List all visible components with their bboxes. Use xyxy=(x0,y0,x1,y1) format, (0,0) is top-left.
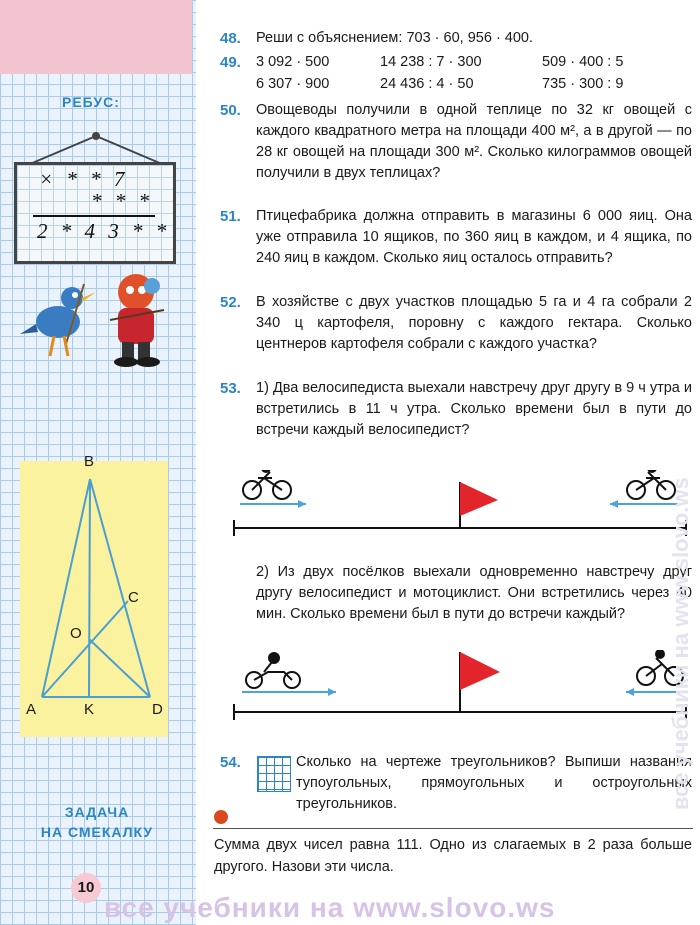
task-text: 2) Из двух посёлков выехали одновременно навстречу друг другу велосипедист и мотоциклист. Они встретились через 40 мин. Сколько времени был в пути до встречи каждый? xyxy=(256,564,692,622)
puzzle-heading-line2: НА СМЕКАЛКУ xyxy=(40,824,154,840)
flag-icon xyxy=(460,652,500,690)
rebus-line-2: * * * xyxy=(91,189,153,213)
cyclists-diagram xyxy=(228,470,690,548)
task-52 xyxy=(222,292,692,382)
task-number: 50. xyxy=(220,102,241,119)
rebus-line-1: × * * 7 xyxy=(39,167,129,191)
task-text: 1) Два велосипедиста выехали навстречу друг другу в 9 ч утра и встретились в 11 ч утра. Сколько времени был в пути до встречи каждый велосипедист? xyxy=(256,380,692,438)
puzzle-heading xyxy=(22,802,172,842)
expr-cell: 24 436 : 4 · 50 xyxy=(380,76,474,92)
task-number: 51. xyxy=(220,208,241,225)
task-54 xyxy=(222,752,692,822)
task-53-part1 xyxy=(222,378,692,468)
task-text: В хозяйстве с двух участков площадью 5 га и 4 га собрали 2 340 ц картофеля, поровну с каждого гектара. Сколько центнеров картофеля собрали с каждого участка? xyxy=(256,294,692,352)
task-number: 54. xyxy=(220,754,241,771)
triangle-drawing xyxy=(20,461,168,737)
expr-cell: 509 · 400 : 5 xyxy=(542,54,624,70)
rebus-title: РЕБУС: xyxy=(62,94,120,110)
task-text: Птицефабрика должна отправить в магазины 6 000 яиц. Она уже отправила 10 ящиков, по 360 яиц в каждом, и 4 ящика, по 240 яиц в каждом. Сколько яиц осталось отправить? xyxy=(256,208,692,266)
triangle-drawing-panel xyxy=(20,453,168,737)
vertex-label-b: B xyxy=(84,453,95,470)
task-50 xyxy=(222,100,692,210)
puzzle-heading-line1: ЗАДАЧА xyxy=(64,804,130,820)
divider xyxy=(213,828,693,829)
task-51 xyxy=(222,206,692,296)
flag-icon xyxy=(460,482,498,516)
expr-row-2 xyxy=(256,74,623,95)
rebus-line-3: 2 * 4 3 * * xyxy=(37,219,171,243)
rebus-underline xyxy=(33,215,155,217)
task-text: Овощеводы получили в одной теплице по 32 кг овощей с каждого квадратного метра на площади 400 м², а в другой — по 28 кг овощей на площади 300 м². Сколько килограммов овощей получили в двух теплицах? xyxy=(256,102,692,181)
task-text: Реши с объяснением: 703 · 60, 956 · 400. xyxy=(256,30,534,46)
task-number: 48. xyxy=(220,30,241,47)
task-text: Сколько на чертеже треугольников? Выпиши названия тупоугольных, прямоугольных и остроугольных треугольников. xyxy=(296,754,692,812)
page-number: 10 xyxy=(71,873,101,903)
watermark-bottom: все учебники на www.slovo.ws xyxy=(104,892,556,923)
bicycle-icon-left xyxy=(243,470,291,499)
task-49 xyxy=(222,52,692,96)
vertex-label-o: O xyxy=(70,625,82,642)
header-band xyxy=(0,0,192,74)
expr-cell: 6 307 · 900 xyxy=(256,76,330,92)
watermark-side xyxy=(668,30,698,810)
svg-text:все учебники на www.slovo.ws: все учебники на www.slovo.ws xyxy=(668,477,693,810)
vertex-label-k: K xyxy=(84,701,95,718)
task-number: 52. xyxy=(220,294,241,311)
puzzle-marker-icon xyxy=(214,810,228,824)
puzzle-text: Сумма двух чисел равна 111. Одно из слагаемых в 2 раза больше другого. Назови эти числа. xyxy=(214,837,692,875)
expr-cell: 735 · 300 : 9 xyxy=(542,76,624,92)
task-number: 53. xyxy=(220,380,241,397)
vertex-label-d: D xyxy=(152,701,163,718)
vertex-label-c: C xyxy=(128,589,139,606)
rebus-board xyxy=(14,162,176,264)
task-53-part2 xyxy=(222,562,692,652)
grid-icon xyxy=(257,756,291,792)
vertex-label-a: A xyxy=(26,701,37,718)
moto-cyclist-diagram xyxy=(228,650,690,730)
cartoon-characters xyxy=(14,262,184,370)
expr-cell: 14 238 : 7 · 300 xyxy=(380,54,482,70)
expr-row-1 xyxy=(256,52,623,73)
expr-cell: 3 092 · 500 xyxy=(256,54,330,70)
motorcycle-icon xyxy=(246,653,300,688)
task-number: 49. xyxy=(220,54,241,71)
